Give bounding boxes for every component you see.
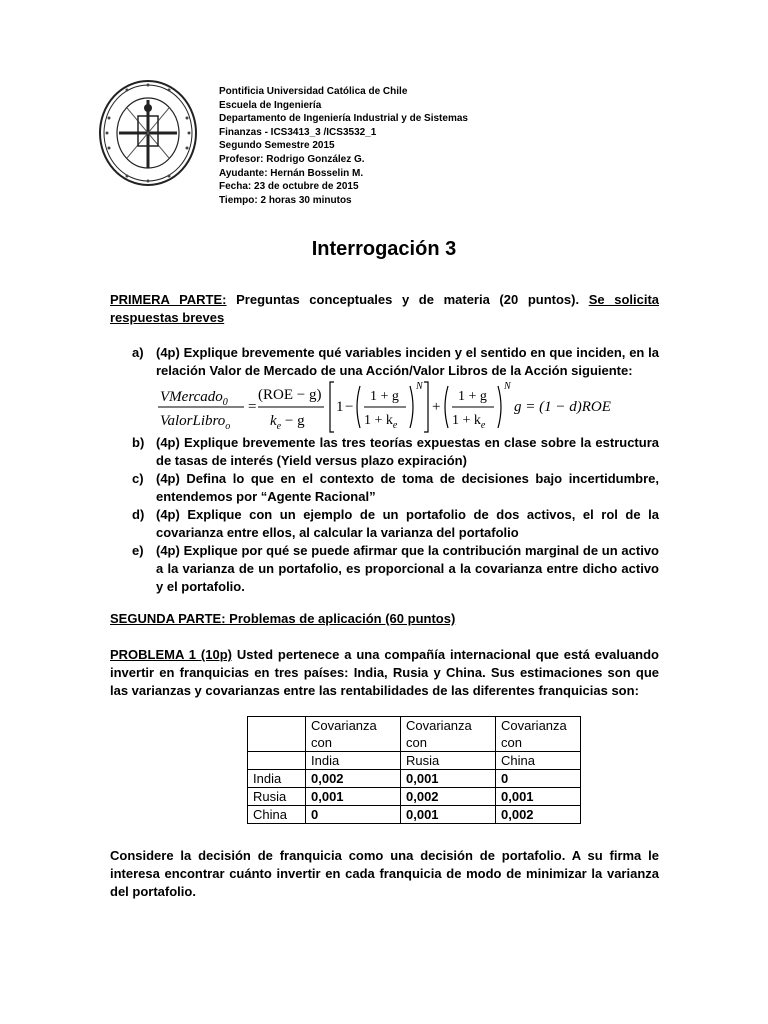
formula-lhs-denominator: ValorLibro$_o$ [160, 413, 231, 432]
header-line: Fecha: 23 de octubre de 2015 [219, 181, 359, 193]
problem-1-label: PROBLEMA 1 (10p) [110, 647, 232, 662]
course-header [219, 85, 468, 207]
formula-exponent: N [416, 381, 423, 392]
formula-k-denominator: $1 + k_e$ [364, 413, 398, 431]
table-header-cell: China [496, 752, 581, 770]
question-label: c) [132, 471, 144, 486]
problem-1 [110, 646, 659, 700]
table-cell: 0,001 [306, 788, 401, 806]
covariance-table [247, 716, 581, 824]
table-cell: 0,002 [306, 770, 401, 788]
problem-1-text: Usted pertenece a una compañía internacional que está evaluando invertir en franquicias en tres países: India, Rusia y China. Sus estimaciones son que las varianzas y covarianzas entre las rentabilidades de las diferentes franquicias son: [110, 647, 659, 698]
formula-frac-numerator: (ROE − g) [258, 387, 322, 403]
table-cell: 0,001 [401, 770, 496, 788]
table-corner-cell [248, 752, 306, 770]
formula-lhs-numerator: VMercado$_0$ [160, 389, 228, 408]
table-header-cell: Rusia [401, 752, 496, 770]
table-header-cell: Covarianza con [306, 717, 401, 752]
question-a [132, 344, 659, 380]
table-cell: 0 [306, 806, 401, 824]
formula-g-definition: g = (1 − d)ROE [514, 399, 611, 415]
question-text: (4p) Explique con un ejemplo de un portafolio de dos activos, el rol de la covarianza entre ellos, al calcular la varianza del portafolio [156, 507, 659, 540]
formula-plus: + [432, 399, 441, 415]
question-e [132, 542, 659, 596]
header-line: Escuela de Ingeniería [219, 99, 322, 111]
closing-paragraph: Considere la decisión de franquicia como una decisión de portafolio. A su firma le interesa encontrar cuánto invertir en cada franquicia de modo de minimizar la varianza del portafolio. [110, 848, 659, 899]
header-line: Tiempo: 2 horas 30 minutos [219, 194, 352, 206]
university-seal-icon [97, 78, 199, 188]
question-c [132, 470, 659, 506]
formula-minus: − [345, 399, 354, 415]
header-line: Finanzas - ICS3413_3 /ICS3532_1 [219, 126, 377, 138]
exam-title: Interrogación 3 [311, 238, 457, 260]
table-corner-cell [248, 717, 306, 752]
valuation-formula [158, 380, 658, 436]
question-label: b) [132, 435, 145, 450]
question-label: a) [132, 345, 144, 360]
table-cell: 0,001 [401, 806, 496, 824]
formula-frac-denominator: $k_e - g$ [270, 413, 305, 432]
question-label: d) [132, 507, 145, 522]
table-row [248, 788, 581, 806]
question-b [132, 434, 659, 470]
table-header-cell: India [306, 752, 401, 770]
header-line: Departamento de Ingeniería Industrial y de Sistemas [219, 113, 468, 125]
table-cell: 0,002 [401, 788, 496, 806]
formula-equals: = [248, 399, 257, 415]
formula-k-denominator-2: $1 + k_e$ [452, 413, 486, 431]
question-label: e) [132, 543, 144, 558]
table-row [248, 806, 581, 824]
table-cell: 0,002 [496, 806, 581, 824]
table-row-label: India [248, 770, 306, 788]
formula-exponent-2: N [504, 381, 511, 392]
table-row-label: Rusia [248, 788, 306, 806]
part2-heading [110, 610, 659, 628]
header-line: Segundo Semestre 2015 [219, 140, 335, 152]
table-header-row [248, 752, 581, 770]
question-text: (4p) Defina lo que en el contexto de toma de decisiones bajo incertidumbre, entendemos por “Agente Racional” [156, 471, 659, 504]
formula-one: 1 [336, 399, 344, 415]
header-line: Pontificia Universidad Católica de Chile [219, 86, 408, 97]
table-row [248, 770, 581, 788]
table-cell: 0,001 [496, 788, 581, 806]
question-d [132, 506, 659, 542]
table-row-label: China [248, 806, 306, 824]
question-text: (4p) Explique por qué se puede afirmar que la contribución marginal de un activo a la varianza de un portafolio, es proporcional a la covarianza entre dicho activo y el portafolio. [156, 543, 659, 594]
table-header-cell: Covarianza con [496, 717, 581, 752]
part1-description: Preguntas conceptuales y de materia (20 puntos). [226, 292, 589, 307]
formula-g-numerator: 1 + g [370, 389, 399, 404]
header-line: Ayudante: Hernán Bosselin M. [219, 167, 364, 179]
question-text: (4p) Explique brevemente qué variables inciden y el sentido en que inciden, en la relación Valor de Mercado de una Acción/Valor Libros de la Acción siguiente: [156, 345, 659, 378]
part2-label: SEGUNDA PARTE: Problemas de aplicación (60 puntos) [110, 611, 456, 626]
part1-heading [110, 291, 659, 327]
table-cell: 0 [496, 770, 581, 788]
part1-label: PRIMERA PARTE: [110, 292, 227, 307]
question-text: (4p) Explique brevemente las tres teorías expuestas en clase sobre la estructura de tasas de interés (Yield versus plazo expiración) [156, 435, 659, 468]
table-header-row [248, 717, 581, 752]
table-header-cell: Covarianza con [401, 717, 496, 752]
formula-g-numerator-2: 1 + g [458, 389, 487, 404]
part1-instruction: Se solicita respuestas breves [110, 292, 660, 325]
header-line: Profesor: Rodrigo González G. [219, 153, 365, 165]
